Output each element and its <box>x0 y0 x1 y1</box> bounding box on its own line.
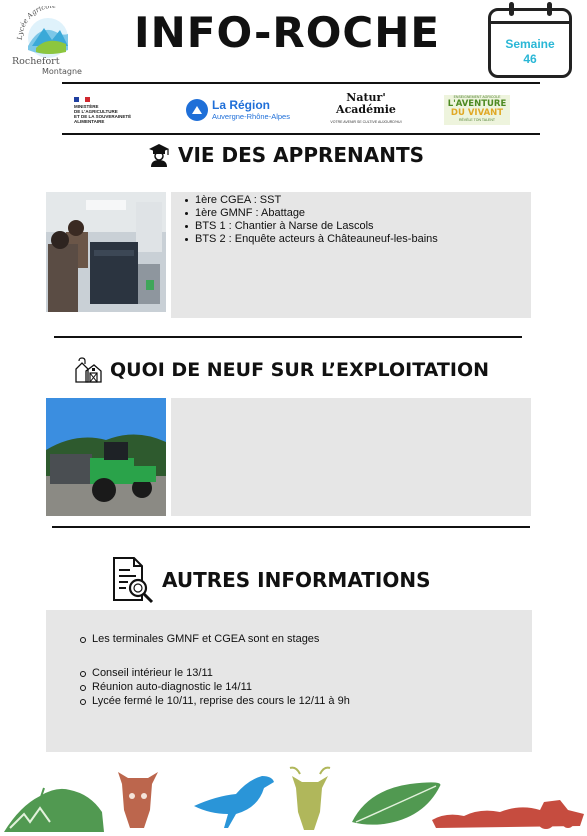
school-arc-text: Lycée Agrico <box>15 6 51 41</box>
tractor-stamp <box>432 800 584 829</box>
region-logo: La Région Auvergne-Rhône-Alpes <box>186 90 290 130</box>
natur-academie-logo: Natur' Académie VOTRE AVENIR SE CULTIVE AUJOURD'HUI <box>330 91 402 124</box>
section-title-exploitation: QUOI DE NEUF SUR L’EXPLOITATION <box>74 355 489 385</box>
ministry-logo: MINISTÈRE DE L'AGRICULTURE ET DE LA SOUVERAINETÉ ALIMENTAIRE <box>74 90 131 130</box>
farm-icon <box>74 357 102 383</box>
exploitation-photo <box>46 398 166 516</box>
goat-stamp <box>290 768 330 830</box>
newsletter-title: INFO-ROCHE <box>134 8 441 57</box>
region-mark-icon <box>186 99 208 121</box>
list-item: Conseil intérieur le 13/11 <box>78 666 350 680</box>
autres-list-1 <box>78 632 319 646</box>
partners-divider <box>62 133 540 135</box>
section-title-autres: AUTRES INFORMATIONS <box>112 555 430 605</box>
cow-stamp <box>118 772 158 828</box>
list-item: 1ère CGEA : SST <box>181 194 531 207</box>
list-item: Lycée fermé le 10/11, reprise des cours le 12/11 à 9h <box>78 694 350 708</box>
week-label: Semaine <box>505 37 555 51</box>
school-name-line1: Rochefort <box>12 56 60 67</box>
school-logo <box>8 6 108 76</box>
apprenants-list <box>171 192 531 246</box>
bird-stamp <box>194 776 274 828</box>
section-divider-1 <box>54 336 522 338</box>
autres-panel <box>46 610 532 752</box>
mountain-stamp <box>4 788 104 832</box>
leaf-stamp <box>352 782 440 824</box>
list-item: Réunion auto-diagnostic le 14/11 <box>78 680 350 694</box>
footer-stamps <box>0 766 587 836</box>
autres-list-2 <box>78 666 350 708</box>
apprenants-panel <box>171 192 531 318</box>
apprenants-photo <box>46 192 166 312</box>
week-number: 46 <box>523 52 537 66</box>
section-divider-2 <box>52 526 530 528</box>
list-item: Les terminales GMNF et CGEA sont en stages <box>78 632 319 646</box>
aventure-du-vivant-logo: ENSEIGNEMENT AGRICOLE L'AVENTURE DU VIVANT RÉVÈLE TON TALENT <box>444 90 510 130</box>
graduate-icon <box>148 143 170 167</box>
list-item: BTS 2 : Enquête acteurs à Châteauneuf-les-bains <box>181 233 531 246</box>
list-item: BTS 1 : Chantier à Narse de Lascols <box>181 220 531 233</box>
document-search-icon <box>112 556 154 604</box>
header-divider <box>62 82 540 84</box>
school-name-line2: Montagne <box>42 67 82 76</box>
exploitation-panel <box>171 398 531 516</box>
calendar-icon <box>488 8 572 78</box>
list-item: 1ère GMNF : Abattage <box>181 207 531 220</box>
section-title-apprenants: VIE DES APPRENANTS <box>148 141 424 169</box>
week-badge <box>491 37 569 67</box>
